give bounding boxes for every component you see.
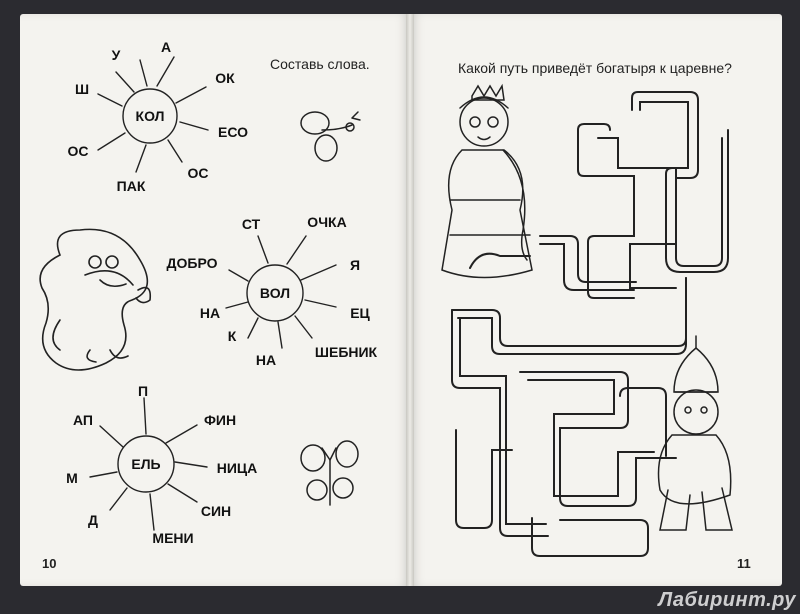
bogatyr-cartoon bbox=[659, 336, 733, 530]
sun-ray-word: ЕСО bbox=[218, 124, 248, 140]
sun-ray-word: ДОБРО bbox=[166, 255, 218, 271]
sun-ray-word: ШЕБНИК bbox=[314, 344, 378, 360]
sun-ray-word: АП bbox=[73, 412, 93, 428]
sun-ray-word: ПАК bbox=[116, 178, 146, 194]
butterfly-top bbox=[301, 112, 360, 161]
sun-ray-word: ОС bbox=[187, 165, 209, 181]
sun-ray-word: П bbox=[137, 383, 149, 399]
sun-ray-word: ЕЦ bbox=[350, 305, 370, 321]
princess-cartoon bbox=[442, 86, 532, 278]
sun-ray-word: СИН bbox=[200, 503, 232, 519]
sun-ray-word: НА bbox=[199, 305, 221, 321]
right-page-number: 11 bbox=[737, 556, 751, 571]
left-instruction: Составь слова. bbox=[270, 56, 370, 72]
sun-center-word: ВОЛ bbox=[259, 285, 291, 301]
right-instruction: Какой путь приведёт богатыря к царевне? bbox=[458, 60, 732, 76]
sun-ray-word: А bbox=[160, 39, 172, 55]
sun-ray-word: Д bbox=[88, 512, 98, 528]
watermark: Лабиринт.ру bbox=[658, 589, 796, 611]
penguin-cartoon bbox=[40, 229, 150, 370]
sun-ray-word: Ш bbox=[74, 81, 90, 97]
sun-ray-word: У bbox=[111, 47, 121, 63]
sun-center-word: КОЛ bbox=[135, 108, 165, 124]
butterfly-bottom bbox=[301, 441, 358, 505]
sun-ray-word: ОЧКА bbox=[307, 214, 347, 230]
sun-ray-word: СТ bbox=[241, 216, 261, 232]
sun-ray-word: Я bbox=[349, 257, 361, 273]
sun-ray-word: ОК bbox=[215, 70, 235, 86]
sun-ray-word: К bbox=[227, 328, 237, 344]
sun-ray-word: ОС bbox=[67, 143, 89, 159]
sun-ray-word: НИЦА bbox=[216, 460, 258, 476]
sun-center-word: ЕЛЬ bbox=[131, 456, 161, 472]
sun-ray-word: ФИН bbox=[203, 412, 237, 428]
sun-ray-word: НА bbox=[255, 352, 277, 368]
sun-ray-word: М bbox=[66, 470, 78, 486]
left-page-number: 10 bbox=[42, 556, 57, 571]
maze-paths bbox=[452, 92, 728, 556]
sun-ray-word: МЕНИ bbox=[152, 530, 194, 546]
